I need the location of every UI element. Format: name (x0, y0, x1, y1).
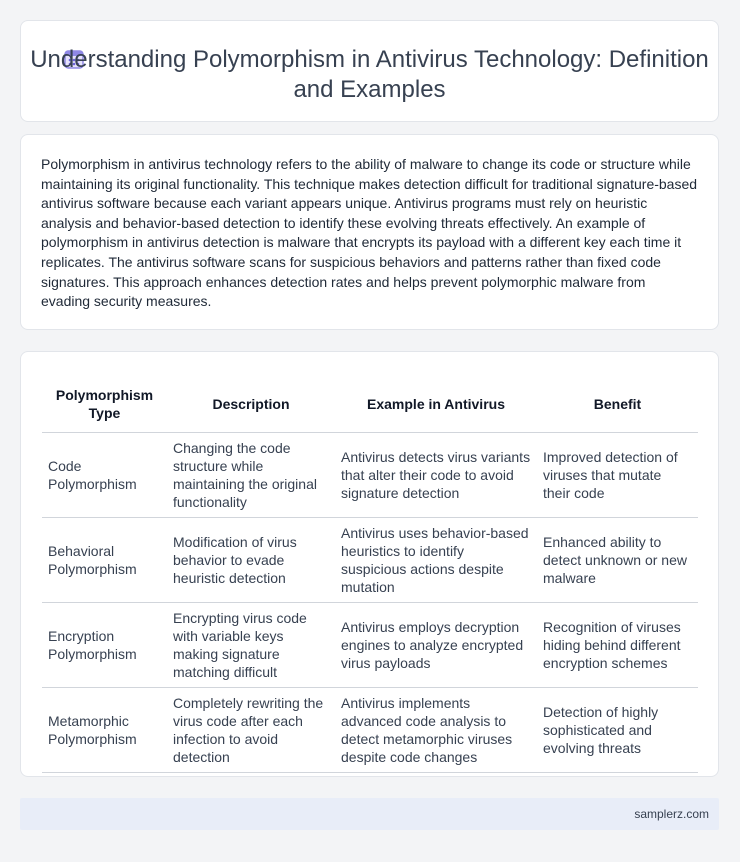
intro-card (20, 134, 719, 330)
table-row (42, 687, 698, 772)
table-card (20, 351, 719, 777)
table-header-row (42, 370, 698, 432)
footer-site-link[interactable]: samplerz.com (634, 807, 709, 821)
table-cell: Detection of highly sophisticated and evolving threats (537, 687, 698, 772)
table-cell: Encryption Polymorphism (42, 602, 167, 687)
table-cell: Improved detection of viruses that mutate their code (537, 432, 698, 517)
table-cell: Changing the code structure while maintaining the original functionality (167, 432, 335, 517)
table-row (42, 432, 698, 517)
page-title: Understanding Polymorphism in Antivirus Technology: Definition and Examples (30, 46, 709, 103)
table-cell: Antivirus uses behavior-based heuristics to identify suspicious actions despite mutation (335, 517, 537, 602)
table-cell: Code Polymorphism (42, 432, 167, 517)
table-cell: Antivirus employs decryption engines to analyze encrypted virus payloads (335, 602, 537, 687)
table-cell: Recognition of viruses hiding behind different encryption schemes (537, 602, 698, 687)
footer (20, 798, 719, 830)
table-cell: Metamorphic Polymorphism (42, 687, 167, 772)
intro-paragraph: Polymorphism in antivirus technology refers to the ability of malware to change its code or structure while maintaining its original functionality. This technique makes detection difficult for traditional signature-based antivirus software because each variant appears unique. Antivirus programs must rely on heuristic analysis and behavior-based detection to identify these evolving threats effectively. An example of polymorphism in antivirus detection is malware that encrypts its payload with a different key each time it replicates. The antivirus software scans for suspicious behaviors and patterns rather than fixed code signatures. This approach enhances detection rates and helps prevent polymorphic malware from evading security measures. (41, 156, 698, 310)
column-header: Polymorphism Type (42, 370, 167, 432)
table-cell: Encrypting virus code with variable keys making signature matching difficult (167, 602, 335, 687)
title-card (20, 20, 719, 122)
table-row (42, 517, 698, 602)
table-cell: Completely rewriting the virus code after each infection to avoid detection (167, 687, 335, 772)
table-row (42, 602, 698, 687)
table-cell: Antivirus implements advanced code analysis to detect metamorphic viruses despite code changes (335, 687, 537, 772)
table-cell: Modification of virus behavior to evade heuristic detection (167, 517, 335, 602)
table-cell: Behavioral Polymorphism (42, 517, 167, 602)
polymorphism-table (42, 370, 698, 773)
table-cell: Enhanced ability to detect unknown or new malware (537, 517, 698, 602)
column-header: Description (167, 370, 335, 432)
table-cell: Antivirus detects virus variants that alter their code to avoid signature detection (335, 432, 537, 517)
column-header: Benefit (537, 370, 698, 432)
column-header: Example in Antivirus (335, 370, 537, 432)
